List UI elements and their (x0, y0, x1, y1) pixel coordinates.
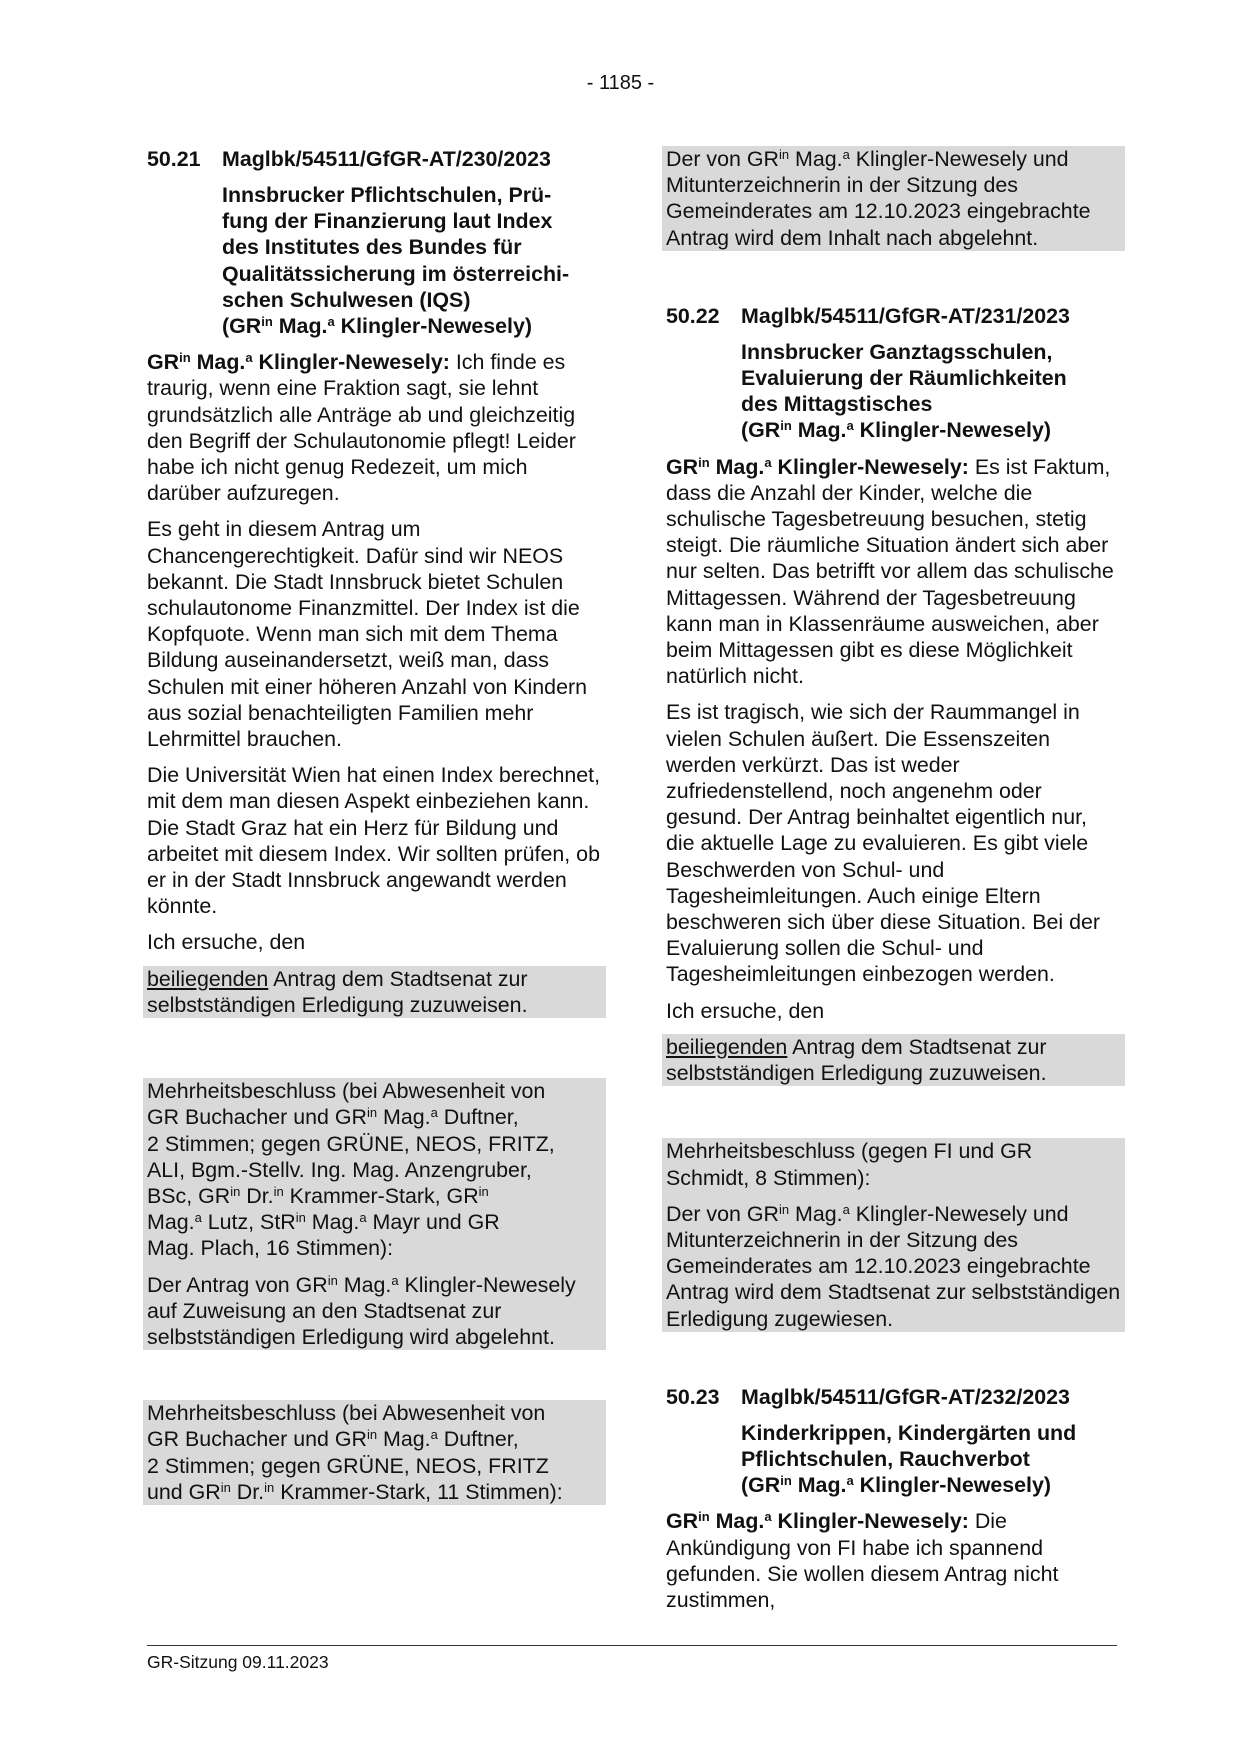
subject-line: schen Schulwesen (IQS) (222, 287, 471, 312)
decision-box: Der Antrag von $GR^{in}$ Mag.$^a$ Klingler-Newesely auf Zuweisung an den Stadtsenat zur selbstständigen Erledigung wird abgelehnt. (143, 1262, 606, 1351)
footer-divider (147, 1645, 1117, 1646)
item-code: Maglbk/54511/GfGR-AT/231/2023 (741, 303, 1070, 328)
vote-box: Mehrheitsbeschluss (gegen FI und GR Schmidt, 8 Stimmen): (662, 1138, 1125, 1190)
right-column (666, 146, 1121, 1613)
item-heading (666, 303, 1121, 329)
subject-line: des Institutes des Bundes für (222, 235, 522, 260)
decision-box: Der von $GR^{in}$ Mag.$^a$ Klingler-Newesely und Mitunterzeichnerin in der Sitzung des Gemeinderates am 12.10.2023 eingebrachte Antrag wird dem Stadtsenat zur selbstständigen Erledigung zugewiesen. (662, 1191, 1125, 1332)
subject-line: des Mittagstisches (741, 392, 933, 417)
speaker-name: $GR^{in}$ Mag.$^a$ Klingler-Newesely: (147, 350, 450, 375)
speech-paragraph: $GR^{in}$ Mag.$^a$ Klingler-Newesely: Die Ankündigung von FI habe ich spannend gefunden. Sie wollen diesem Antrag nicht zustimmen, (666, 1509, 1059, 1612)
subject-author: ($GR^{in}$ Mag.$^a$ Klingler-Newesely) (222, 314, 533, 339)
speech-paragraph: Es ist tragisch, wie sich der Raummangel in vielen Schulen äußert. Die Essenszeiten werden verkürzt. Das ist weder zufriedenstellend, noch angenehm oder gesund. Der Antrag beinhaltet eigentlich nur, die aktuelle Lage zu evaluieren. Es gibt viele Beschwerden von Schul- und Tagesheimleitungen. Auch einige Eltern beschweren sich über diese Situation. Bei der Evaluierung sollen die Schul- und Tagesheimleitungen einbezogen werden. (666, 700, 1101, 987)
subject-line: Innsbrucker Pflichtschulen, Prü- (222, 183, 552, 207)
vote-box: Mehrheitsbeschluss (bei Abwesenheit von GR Buchacher und $GR^{in}$ Mag.$^a$ Duftner, 2 Stimmen; gegen GRÜNE, NEOS, FRITZ, ALI, Bgm.-Stellv. Ing. Mag. Anzengruber, BSc, $GR^{in}$ Dr.$^{in}$ Krammer-Stark, $GR^{in}$ Mag.$^a$ Lutz, StR$^{in}$ Mag.$^a$ Mayr und GR Mag. Plach, 16 Stimmen): (143, 1078, 606, 1261)
vote-box: Mehrheitsbeschluss (bei Abwesenheit von GR Buchacher und $GR^{in}$ Mag.$^a$ Duftner, 2 Stimmen; gegen GRÜNE, NEOS, FRITZ und $GR^{in}$ Dr.$^{in}$ Krammer-Stark, 11 Stimmen): (143, 1400, 606, 1505)
subject-line: Innsbrucker Ganztagsschulen, (741, 339, 1053, 364)
decision-box: Der von $GR^{in}$ Mag.$^a$ Klingler-Newesely und Mitunterzeichnerin in der Sitzung des Gemeinderates am 12.10.2023 eingebrachte Antrag wird dem Inhalt nach abgelehnt. (662, 146, 1125, 251)
footer-text: GR-Sitzung 09.11.2023 (147, 1652, 329, 1672)
speaker-name: $GR^{in}$ Mag.$^a$ Klingler-Newesely: (666, 454, 969, 479)
subject-line: Kinderkrippen, Kindergärten und (741, 1420, 1077, 1445)
subject-line: Evaluierung der Räumlichkeiten (741, 366, 1067, 391)
speech-paragraph: $GR^{in}$ Mag.$^a$ Klingler-Newesely: Es ist Faktum, dass die Anzahl der Kinder, welche die schulische Tagesbetreuung besuchen, stetig steigt. Die räumliche Situation ändert sich aber nur selten. Das betrifft vor allem das schulische Mittagessen. Während der Tagesbetreuung kann man in Klassenräume ausweichen, aber beim Mittagessen gibt es diese Möglichkeit natürlich nicht. (666, 454, 1114, 689)
item-code: Maglbk/54511/GfGR-AT/230/2023 (222, 147, 551, 171)
item-number: 50.22 (666, 303, 720, 328)
speech-paragraph: Ich ersuche, den (147, 930, 306, 955)
item-subject (222, 182, 602, 339)
speech-paragraph: $GR^{in}$ Mag.$^a$ Klingler-Newesely: Ich finde es traurig, wenn eine Fraktion sagt, sie lehnt grundsätzlich alle Anträge ab und gleichzeitig den Begriff der Schulautonomie pflegt! Leider habe ich nicht genug Redezeit, um mich darüber aufzuregen. (147, 350, 576, 506)
subject-line: Qualitätssicherung im österreichi- (222, 261, 570, 286)
subject-line: Pflichtschulen, Rauchverbot (741, 1446, 1030, 1471)
speaker-name: $GR^{in}$ Mag.$^a$ Klingler-Newesely: (666, 1509, 969, 1534)
request-box: beiliegenden Antrag dem Stadtsenat zur selbstständigen Erledigung zuzuweisen. (143, 966, 606, 1018)
item-subject (741, 1420, 1121, 1499)
item-heading (147, 146, 602, 172)
subject-line: fung der Finanzierung laut Index (222, 209, 553, 234)
request-box: beiliegenden Antrag dem Stadtsenat zur selbstständigen Erledigung zuzuweisen. (662, 1034, 1125, 1086)
page-number: - 1185 - (586, 72, 655, 94)
item-code: Maglbk/54511/GfGR-AT/232/2023 (741, 1384, 1070, 1409)
subject-author: ($GR^{in}$ Mag.$^a$ Klingler-Newesely) (741, 418, 1052, 443)
item-heading (666, 1384, 1121, 1410)
item-number: 50.23 (666, 1384, 720, 1409)
left-column (147, 146, 602, 1505)
item-subject (741, 339, 1121, 444)
item-number: 50.21 (147, 147, 201, 171)
subject-author: ($GR^{in}$ Mag.$^a$ Klingler-Newesely) (741, 1473, 1052, 1498)
speech-paragraph: Die Universität Wien hat einen Index berechnet, mit dem man diesen Aspekt einbeziehen kann. Die Stadt Graz hat ein Herz für Bildung und arbeitet mit diesem Index. Wir sollten prüfen, ob er in der Stadt Innsbruck angewandt werden könnte. (147, 763, 601, 919)
speech-paragraph: Es geht in diesem Antrag um Chancengerechtigkeit. Dafür sind wir NEOS bekannt. Die Stadt Innsbruck bietet Schulen schulautonome Finanzmittel. Der Index ist die Kopfquote. Wenn man sich mit dem Thema Bildung auseinandersetzt, weiß man, dass Schulen mit einer höheren Anzahl von Kindern aus sozial benachteiligten Familien mehr Lehrmittel brauchen. (147, 517, 587, 752)
speech-paragraph: Ich ersuche, den (666, 998, 825, 1023)
